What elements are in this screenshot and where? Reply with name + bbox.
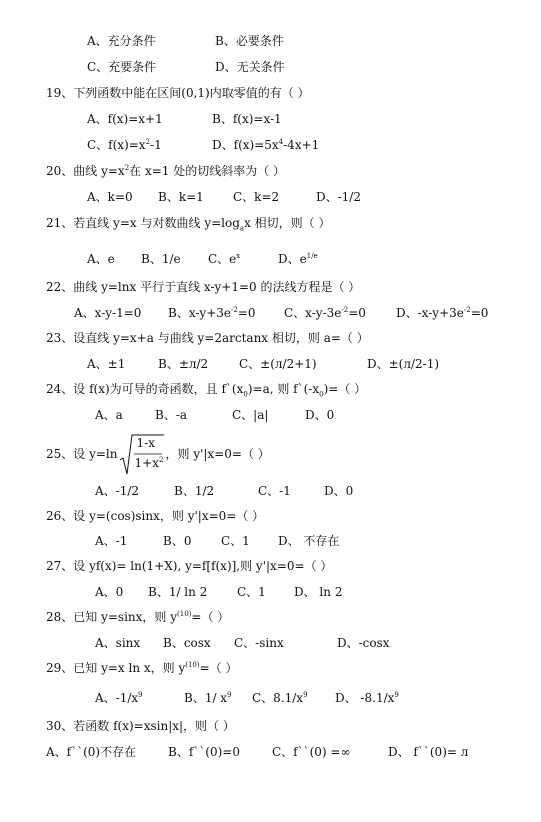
q20-option-d: D、-1/2: [316, 190, 361, 204]
question-29-stem: 29、已知 y=x ln x，则 $y^{(10)}=$（ ）: [46, 661, 238, 675]
question-21-stem: 21、若直线 y=x 与对数曲线 $y=\log_ax$ 相切，则（ ）: [46, 216, 331, 233]
q24-option-d: D、0: [305, 408, 335, 422]
question-27-stem: 27、设 yf(x)= ln(1+X), y=f[f(x)],则 y'|x=0=（ ）: [46, 559, 333, 573]
q24-option-a: A、a: [95, 408, 123, 422]
q30-option-b: B、f``(0)=0: [168, 745, 240, 759]
q30-option-a: A、f``(0)不存在: [46, 745, 137, 759]
q28-option-c: C、-sinx: [234, 636, 284, 650]
q19-option-b: B、f(x)=x-1: [212, 112, 282, 126]
q29-option-c: C、$8.1/x^9$: [252, 691, 308, 705]
q22-option-d: D、$-x-y+3e^{-2}=0$: [396, 306, 489, 320]
q30-option-c: C、f``(0) =∞: [272, 745, 351, 759]
q23-option-c: C、±(л/2+1): [239, 357, 317, 371]
q28-option-b: B、cosx: [163, 636, 211, 650]
q21-option-c: C、$e^x$: [208, 252, 241, 266]
q21-option-a: A、e: [87, 252, 115, 266]
q25-option-b: B、1/2: [174, 484, 215, 498]
sqrt-fraction: [120, 434, 164, 476]
q29-option-a: A、$-1/x^9$: [95, 691, 143, 705]
question-30-stem: 30、若函数 f(x)=xsin|x|，则（ ）: [46, 719, 235, 733]
q27-option-c: C、1: [237, 585, 266, 599]
question-23-stem: 23、设直线 y=x+a 与曲线 y=2arctanx 相切，则 a=（ ）: [46, 331, 369, 345]
option-b: B、必要条件: [215, 34, 284, 48]
q28-option-a: A、sinx: [95, 636, 141, 650]
q25-option-c: C、-1: [258, 484, 291, 498]
q22-option-c: C、$x-y-3e^{-2}=0$: [284, 306, 366, 320]
q26-option-a: A、-1: [95, 534, 128, 548]
q26-option-d: D、 不存在: [278, 534, 340, 548]
q23-option-a: A、±1: [87, 357, 126, 371]
q30-option-d: D、 f``(0)= л: [388, 745, 469, 759]
fraction-denominator: $1+x^2$: [134, 455, 164, 470]
q27-option-d: D、 ln 2: [294, 585, 343, 599]
q22-option-a: A、x-y-1=0: [74, 306, 142, 320]
q20-option-a: A、k=0: [87, 190, 133, 204]
question-26-stem: 26、设 y=(cos)sinx，则 y'|x=0=（ ）: [46, 509, 265, 523]
q20-option-b: B、k=1: [158, 190, 204, 204]
q23-option-d: D、±(л/2-1): [367, 357, 440, 371]
question-19-stem: 19、下列函数中能在区间(0,1)内取零值的有（ ）: [46, 86, 310, 100]
q26-option-b: B、0: [163, 534, 192, 548]
q27-option-a: A、0: [95, 585, 124, 599]
q25-option-a: A、-1/2: [95, 484, 140, 498]
q28-option-d: D、-cosx: [337, 636, 390, 650]
q22-option-b: B、$x-y+3e^{-2}=0$: [168, 306, 256, 320]
q20-option-c: C、k=2: [233, 190, 280, 204]
option-d: D、无关条件: [215, 60, 285, 74]
question-28-stem: 28、已知 y=sinx，则 $y^{(10)}=$（ ）: [46, 610, 230, 624]
q19-option-c: C、$f(x)=x^2-1$: [87, 138, 162, 152]
q24-option-b: B、-a: [155, 408, 188, 422]
option-a: A、充分条件: [87, 34, 156, 48]
option-c: C、充要条件: [87, 60, 157, 74]
q23-option-b: B、±л/2: [158, 357, 209, 371]
q27-option-b: B、1/ ln 2: [148, 585, 208, 599]
q29-option-b: B、1/ $x^9$: [184, 691, 232, 705]
q21-option-b: B、1/e: [141, 252, 181, 266]
q26-option-c: C、1: [221, 534, 250, 548]
q19-option-d: D、$f(x)=5x^4-4x+1$: [212, 138, 320, 152]
q24-option-c: C、|a|: [232, 408, 269, 422]
q25-option-d: D、0: [324, 484, 354, 498]
q29-option-d: D、 $-8.1/x^9$: [335, 691, 399, 705]
question-22-stem: 22、曲线 y=lnx 平行于直线 x-y+1=0 的法线方程是（ ）: [46, 280, 361, 294]
question-20-stem: 20、曲线 $y=x^2$在 x=1 处的切线斜率为（ ）: [46, 164, 286, 178]
q21-option-d: D、$e^{1/e}$: [278, 252, 318, 266]
question-24-stem: 24、设 f(x)为可导的奇函数，且 $f`(x_0)=a$, 则 $f`(-x_0)=$（ ）: [46, 382, 367, 399]
question-25-stem: 25、设 y=ln 1-x $1+x^2$ ，则 y'|x=0=（ ）: [46, 428, 270, 480]
fraction-numerator: 1-x: [136, 435, 155, 450]
q19-option-a: A、f(x)=x+1: [87, 112, 163, 126]
